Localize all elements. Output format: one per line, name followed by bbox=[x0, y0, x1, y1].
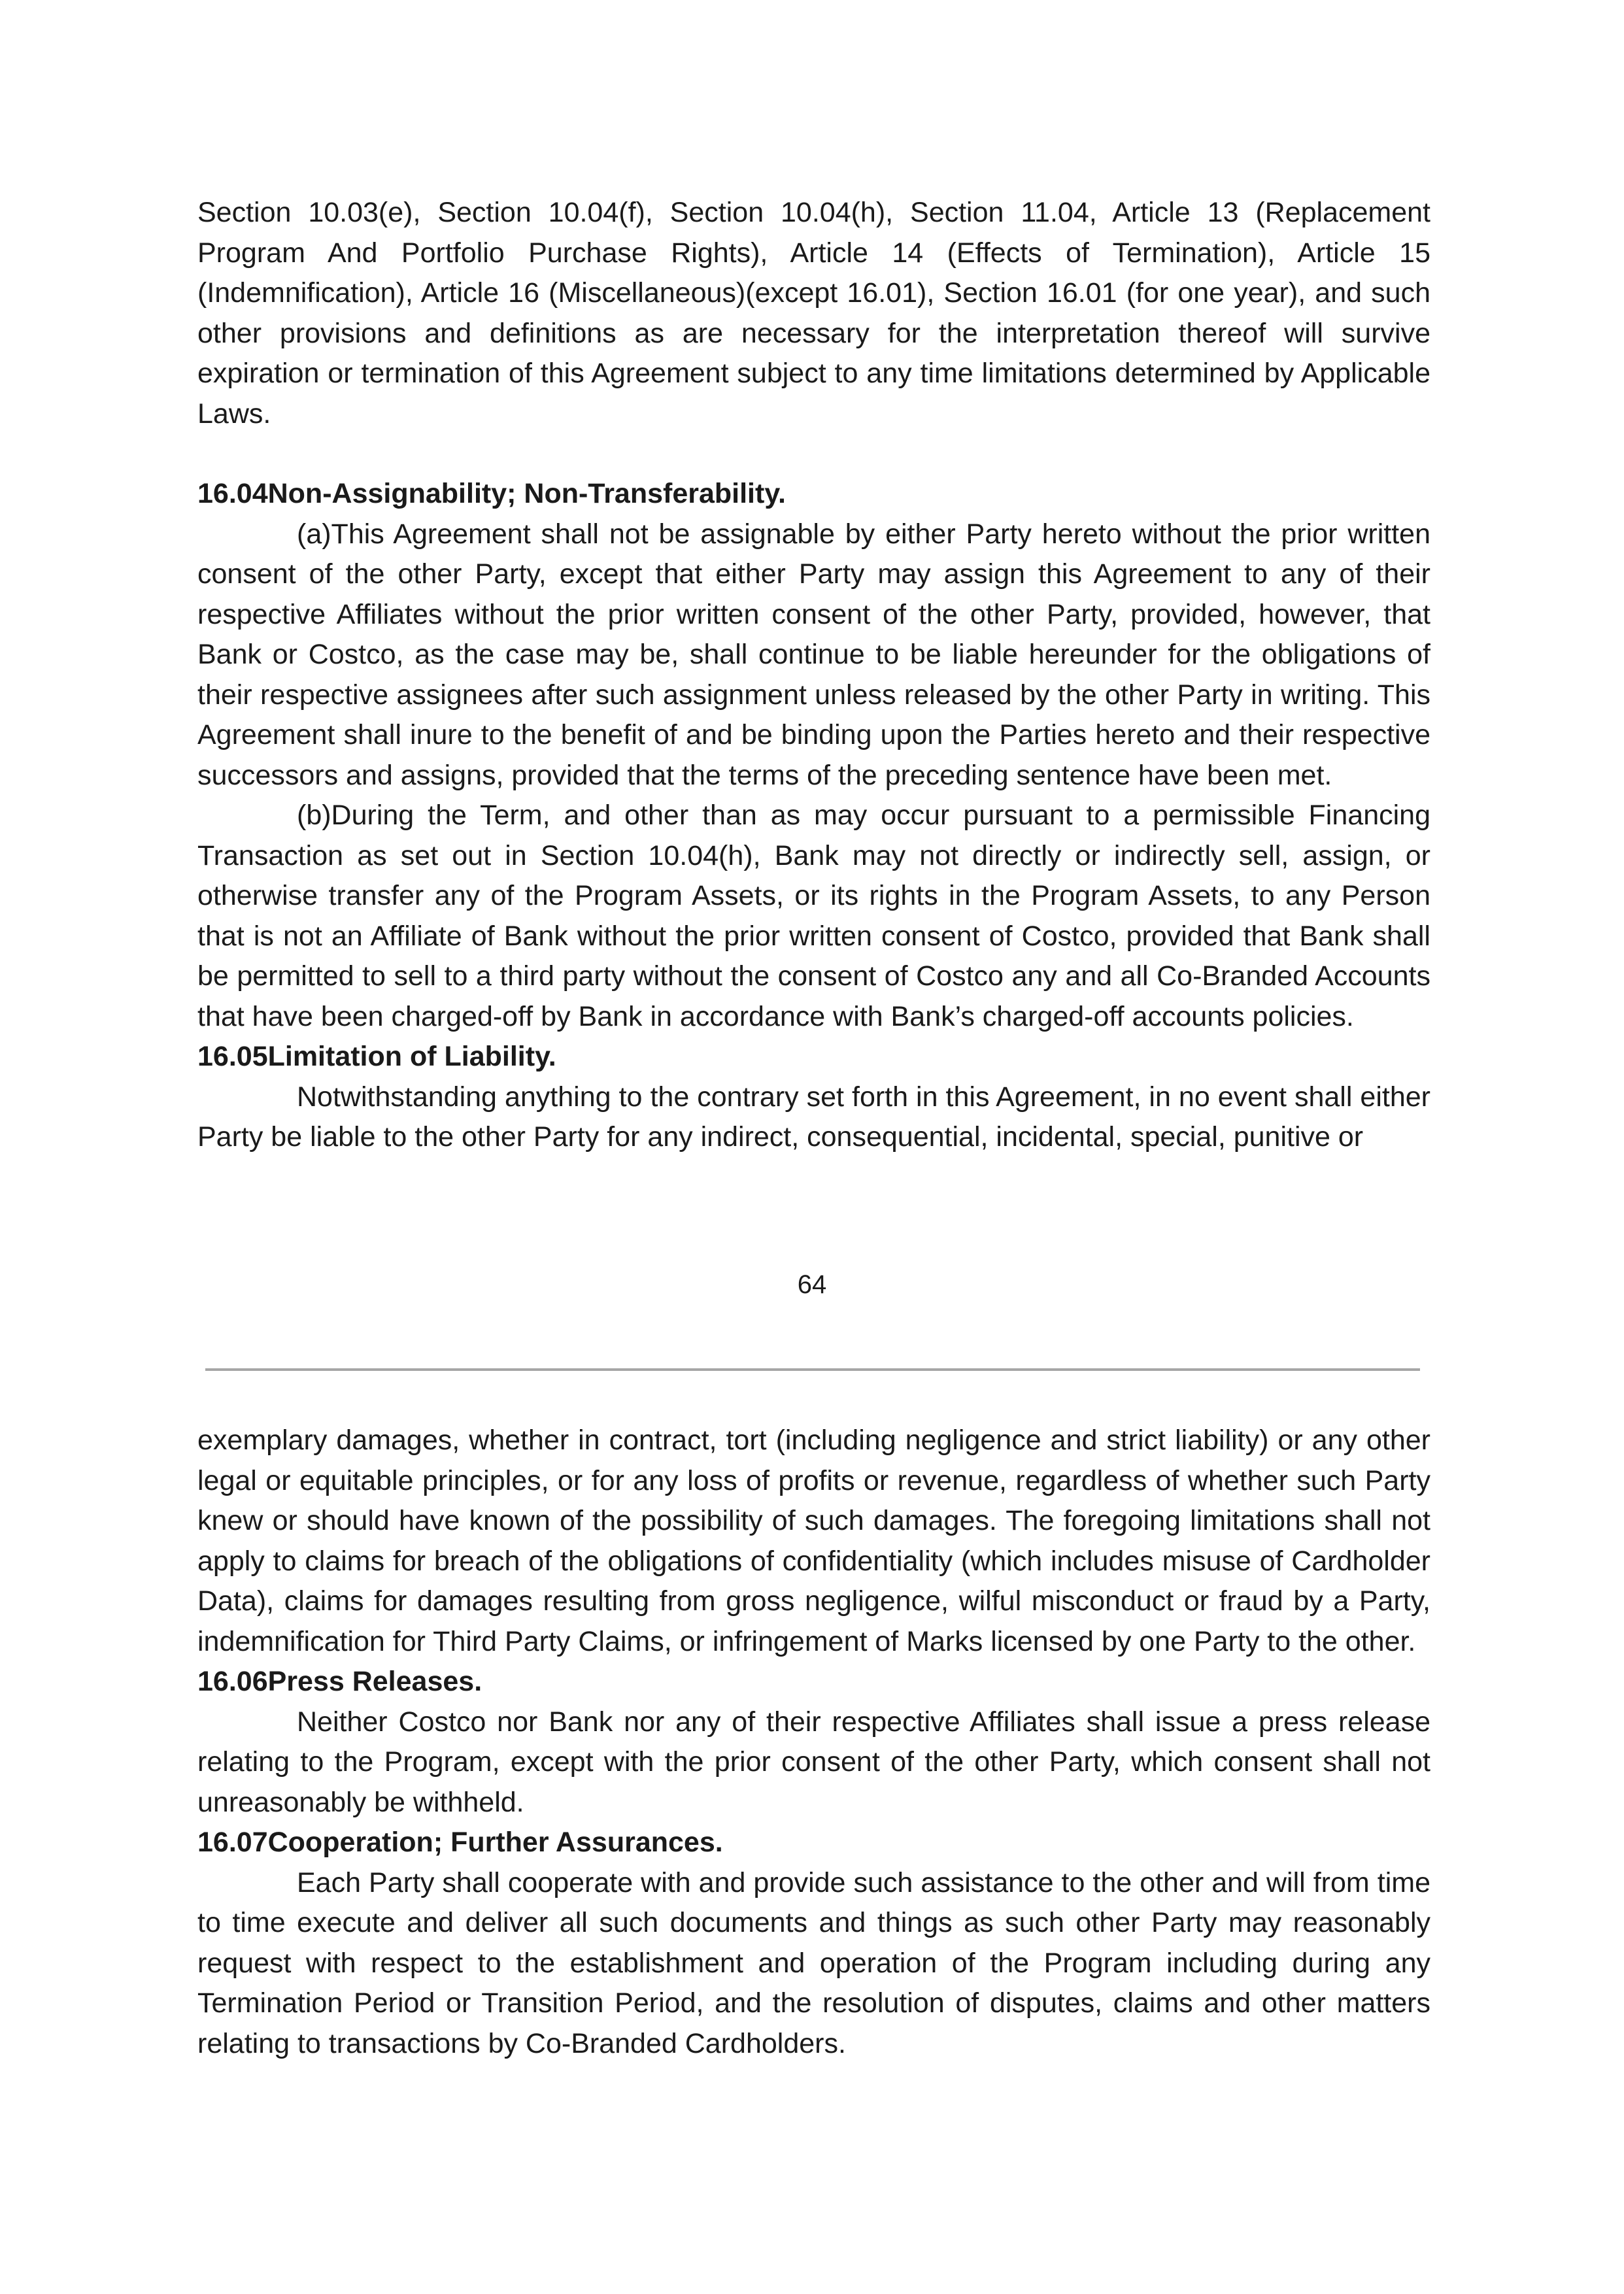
section-16-05-heading: 16.05Limitation of Liability. bbox=[197, 1041, 556, 1072]
section-16-06-heading: 16.06Press Releases. bbox=[197, 1666, 482, 1697]
section-16-05-paragraph-start: Notwithstanding anything to the contrary set forth in this Agreement, in no event shall either Party be liable to the other Party for any indirect, consequential, incidental, special, punitive or bbox=[197, 1081, 1430, 1153]
section-16-04-a-paragraph: (a)This Agreement shall not be assignable by either Party hereto without the prior written consent of the other Party, except that either Party may assign this Agreement to any of their respective Affiliates without the prior written consent of the other Party, provided, however, that Bank or Costco, as the case may be, shall continue to be liable hereunder for the obligations of their respective assignees after such assignment unless released by the other Party in writing. This Agreement shall inure to the benefit of and be binding upon the Parties hereto and their respective successors and assigns, provided that the terms of the preceding sentence have been met. bbox=[197, 518, 1430, 791]
section-16-07-heading: 16.07Cooperation; Further Assurances. bbox=[197, 1827, 723, 1858]
section-16-04-b-paragraph: (b)During the Term, and other than as may occur pursuant to a permissible Financing Transaction as set out in Section 10.04(h), Bank may not directly or indirectly sell, assign, or otherwise transfer any of the Program Assets, or its rights in the Program Assets, to any Person that is not an Affiliate of Bank without the prior written consent of Costco, provided that Bank shall be permitted to sell to a third party without the consent of Costco any and all Co-Branded Accounts that have been charged-off by Bank in accordance with Bank’s charged-off accounts policies. bbox=[197, 800, 1430, 1032]
section-16-06-paragraph: Neither Costco nor Bank nor any of their respective Affiliates shall issue a press release relating to the Program, except with the prior consent of the other Party, which consent shall not unreasonably be withheld. bbox=[197, 1706, 1430, 1818]
page-number: 64 bbox=[797, 1270, 827, 1299]
page-break-divider bbox=[205, 1368, 1420, 1371]
section-16-04-heading: 16.04Non-Assignability; Non-Transferability. bbox=[197, 478, 786, 509]
survival-clause-paragraph: Section 10.03(e), Section 10.04(f), Section 10.04(h), Section 11.04, Article 13 (Replacement Program And Portfolio Purchase Rights), Article 14 (Effects of Termination), Article 15 (Indemnification), Article 16 (Miscellaneous)(except 16.01), Section 16.01 (for one year), and such other provisions and definitions as are necessary for the interpretation thereof will survive expiration or termination of this Agreement subject to any time limitations determined by Applicable Laws. bbox=[197, 197, 1430, 430]
section-16-05-paragraph-continued: exemplary damages, whether in contract, tort (including negligence and strict liability) or any other legal or equitable principles, or for any loss of profits or revenue, regardless of whether such Party knew or should have known of the possibility of such damages. The foregoing limitations shall not apply to claims for breach of the obligations of confidentiality (which includes misuse of Cardholder Data), claims for damages resulting from gross negligence, wilful misconduct or fraud by a Party, indemnification for Third Party Claims, or infringement of Marks licensed by one Party to the other. bbox=[197, 1425, 1430, 1657]
section-16-07-paragraph: Each Party shall cooperate with and provide such assistance to the other and will from time to time execute and deliver all such documents and things as such other Party may reasonably request with respect to the establishment and operation of the Program including during any Termination Period or Transition Period, and the resolution of disputes, claims and other matters relating to transactions by Co-Branded Cardholders. bbox=[197, 1866, 1430, 2059]
paragraph-spacer bbox=[197, 434, 1430, 474]
page-65-body bbox=[197, 1421, 1430, 2064]
page-64-body bbox=[197, 193, 1430, 1158]
